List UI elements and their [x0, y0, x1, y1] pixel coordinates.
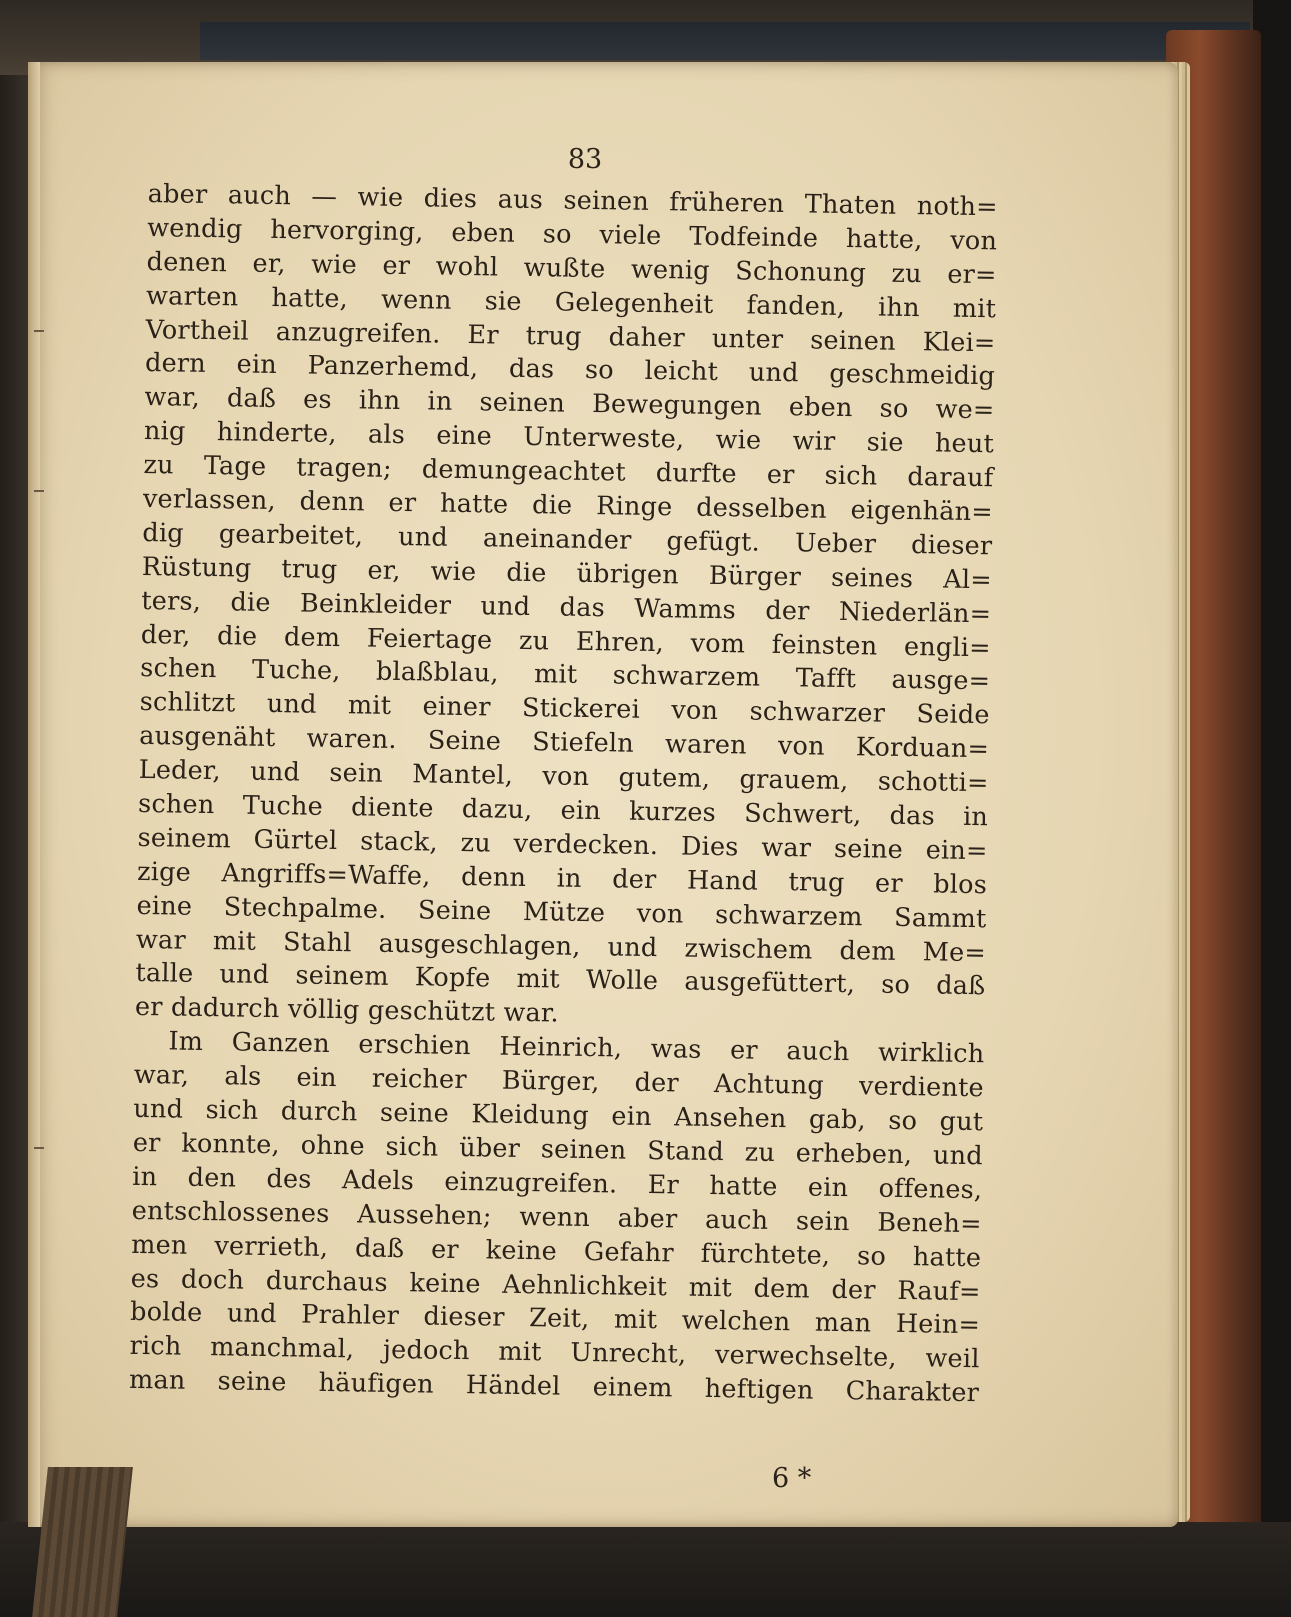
text-line: dig gearbeitet, und aneinander gefügt. Ueber dieser [142, 517, 993, 562]
text-line: Leder, und sein Mantel, von gutem, grauem, schotti= [138, 755, 989, 799]
text-line: Vortheil anzugreifen. Er trug daher unter seinen Klei= [145, 314, 996, 358]
text-line: man seine häufigen Händel einem heftigen Charakter [128, 1365, 980, 1409]
page-text [129, 178, 998, 1411]
text-line: nig hinderte, als eine Unterweste, wie wir sie heut [143, 416, 995, 460]
text-line: dern ein Panzerhemd, das so leicht und geschmeidig [144, 348, 996, 392]
text-line: zu Tage tragen; demungeachtet durfte er sich darauf [143, 450, 994, 494]
text-line: es doch durchaus keine Aehnlichkeit mit dem der Rauf= [130, 1263, 981, 1307]
text-line: verlassen, denn er hatte die Ringe desselben eigenhän= [142, 483, 994, 528]
text-line: war, daß es ihn in seinen Bewegungen eben so we= [144, 382, 995, 426]
margin-mark [34, 1147, 44, 1149]
text-line: seinem Gürtel stack, zu verdecken. Dies war seine ein= [137, 822, 988, 867]
margin-mark [34, 330, 44, 332]
text-line: Rüstung trug er, wie die übrigen Bürger seines Al= [141, 551, 993, 596]
signature-mark: 6 * [772, 1463, 812, 1494]
margin-mark [34, 490, 44, 492]
text-line: aber auch — wie dies aus seinen früheren Thaten noth= [147, 178, 998, 223]
text-line: war, als ein reicher Bürger, der Achtung verdiente [133, 1060, 985, 1104]
text-line: ausgenäht waren. Seine Stiefeln waren von Korduan= [138, 721, 990, 765]
book-cover-bottom-edge [0, 1522, 1291, 1617]
text-line: ters, die Beinkleider und das Wamms der Niederlän= [141, 585, 992, 629]
page-gutter [28, 62, 40, 1527]
text-line: der, die dem Feiertage zu Ehren, vom feinsten engli= [140, 619, 991, 663]
text-line: eine Stechpalme. Seine Mütze von schwarzem Sammt [136, 890, 987, 934]
text-line: talle und seinem Kopfe mit Wolle ausgefüttert, so daß [135, 958, 986, 1002]
text-line: er konnte, ohne sich über seinen Stand zu erheben, und [132, 1127, 983, 1172]
text-line: zige Angriffs=Waffe, denn in der Hand trug er blos [136, 856, 988, 901]
text-line: in den des Adels einzugreifen. Er hatte ein offenes, [132, 1161, 983, 1206]
text-line: Im Ganzen erschien Heinrich, was er auch wirklich [168, 1026, 985, 1070]
text-line: bolde und Prahler dieser Zeit, mit welchen man Hein= [129, 1297, 981, 1341]
text-line: men verrieth, daß er keine Gefahr fürchtete, so hatte [131, 1229, 982, 1273]
text-line: denen er, wie er wohl wußte wenig Schonung zu er= [146, 246, 997, 291]
text-line: wendig hervorging, eben so viele Todfeinde hatte, von [146, 212, 998, 257]
page-number: 83 [567, 144, 603, 175]
text-line: und sich durch seine Kleidung ein Ansehen gab, so gut [133, 1093, 984, 1138]
text-line: rich manchmal, jedoch mit Unrecht, verwechselte, weil [129, 1331, 980, 1375]
text-line: schen Tuche diente dazu, ein kurzes Schwert, das in [137, 788, 989, 833]
bookmark-ribbon [32, 1467, 133, 1617]
text-line: entschlossenes Aussehen; wenn aber auch sein Beneh= [131, 1195, 982, 1239]
text-line: war mit Stahl ausgeschlagen, und zwischem dem Me= [135, 924, 987, 968]
text-line: warten hatte, wenn sie Gelegenheit fanden, ihn mit [145, 280, 997, 325]
text-line: er dadurch völlig geschützt war. [134, 992, 560, 1029]
book-spine-strip [200, 22, 1250, 60]
text-line: schen Tuche, blaßblau, mit schwarzem Tafft ausge= [140, 653, 991, 697]
text-line: schlitzt und mit einer Stickerei von schwarzer Seide [139, 687, 990, 731]
